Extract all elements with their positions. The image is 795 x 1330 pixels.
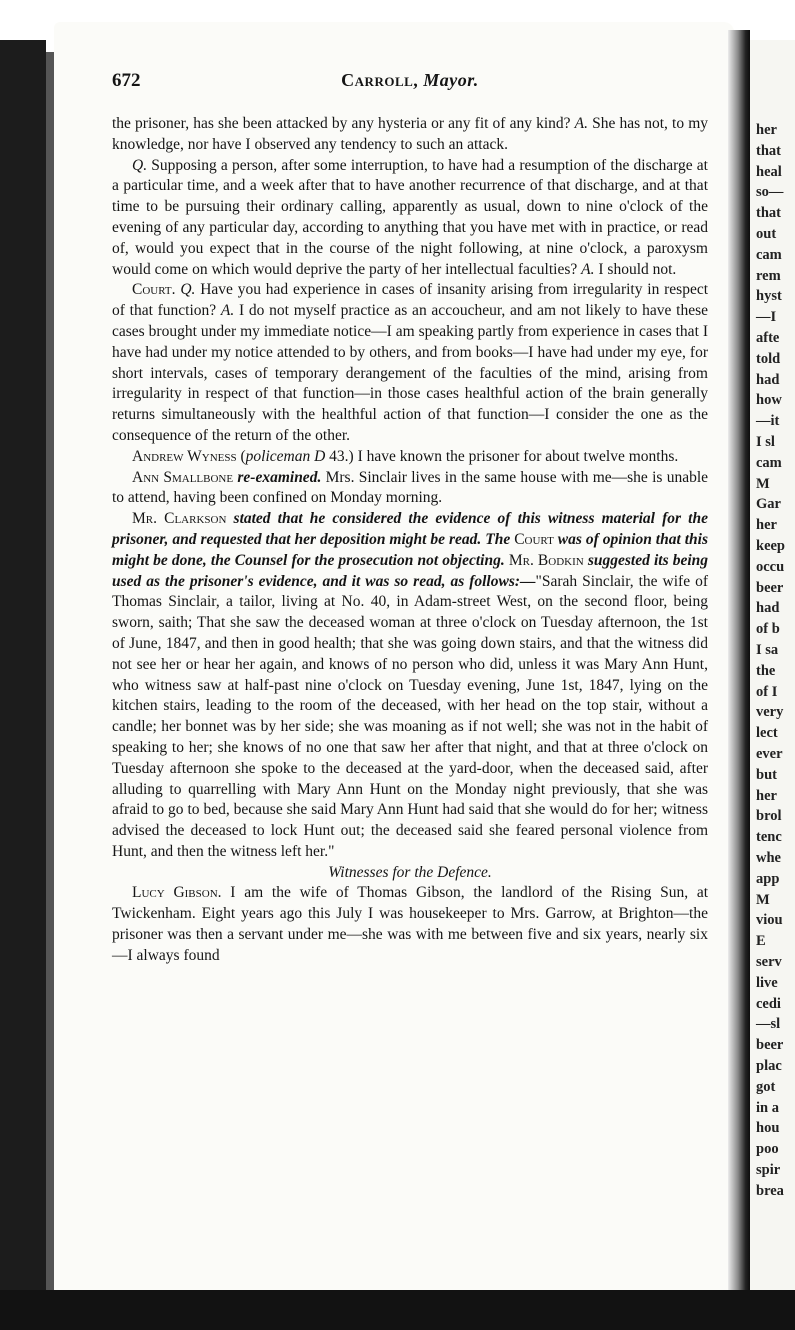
facing-page-fragment: her xyxy=(756,517,777,534)
facing-page-fragment: how xyxy=(756,392,782,409)
testimony-text: Mrs. Sinclair lives in the same house with me—she is unable to attend, having been confined on Monday morning. xyxy=(112,468,709,507)
facing-page-fragment: that xyxy=(756,205,781,222)
facing-page-fragment: whe xyxy=(756,850,781,866)
facing-page-fragment: the xyxy=(756,662,776,679)
narrative-text: suggested its being used as the prisoner's evidence, and it was so read, as follows:— xyxy=(112,551,709,590)
facing-page-fragment: I sl xyxy=(756,434,775,450)
answer-text: She has not, to my knowledge, nor have I observed any tendency to such an attack. xyxy=(112,115,709,153)
paragraph xyxy=(112,280,708,446)
facing-page-fragment: E xyxy=(756,933,766,950)
narrative-text: stated that he considered the evidence of this witness material for the prisoner, and requested that her deposition might be read. The xyxy=(112,510,708,548)
facing-page xyxy=(750,40,795,1290)
facing-page-fragment: occu xyxy=(756,558,785,575)
facing-page-fragment: poo xyxy=(756,1141,779,1158)
facing-page-fragment: had xyxy=(756,600,780,617)
facing-page-fragment: rem xyxy=(756,267,781,284)
facing-page-fragment: her xyxy=(756,787,777,804)
role-open-paren: ( xyxy=(240,447,246,465)
scan-left-edge xyxy=(46,52,54,1290)
facing-page-fragment: hou xyxy=(756,1120,780,1137)
facing-page-fragment: app xyxy=(756,870,780,887)
speaker-name: Lucy Gibson. xyxy=(132,884,222,902)
answer-text: I do not myself practice as an accoucheur, and am not likely to have these cases brought under my immediate notice—I am speaking partly from experience in cases that I have had under my notice attended to by others, and from books—I have had under my eye, for short intervals, cases of temporary derangement of the faculties of the mind, arising from irregularity in respect of that function—in those cases healthful action of the brain generally returns simultaneously with the healthful action of that function—I consider the one as the consequence of the return of the other. xyxy=(112,302,709,444)
facing-page-fragment: brol xyxy=(756,808,782,825)
facing-page-fragment: live xyxy=(756,974,778,991)
facing-page-fragment: afte xyxy=(756,330,780,346)
facing-page-fragment: —sl xyxy=(756,1016,781,1033)
facing-page-fragment: of I xyxy=(756,683,778,700)
counsel-name: Mr. Bodkin xyxy=(508,551,584,569)
speaker-role-number: 43.) xyxy=(329,447,354,465)
facing-page-fragment: brea xyxy=(756,1182,784,1199)
paragraph xyxy=(112,883,708,966)
running-title-role: Mayor. xyxy=(423,70,479,90)
facing-page-fragment: —I xyxy=(756,309,777,326)
facing-page-fragment: tenc xyxy=(756,829,782,846)
facing-page-fragment: her xyxy=(756,122,777,138)
page-number: 672 xyxy=(112,70,141,91)
scan-left-shadow xyxy=(0,40,46,1290)
facing-page-fragment: told xyxy=(756,350,781,367)
facing-page-fragment: beer xyxy=(756,1037,784,1054)
testimony-text: I am the wife of Thomas Gibson, the landlord of the Rising Sun, at Twickenham. Eight years ago this July I was housekeeper to Mrs. Garrow, at Brighton—the prisoner was then a servant under me—she was with me between five and six years, nearly six—I always found xyxy=(112,884,709,964)
paragraph xyxy=(112,509,708,863)
facing-page-fragment: Gar xyxy=(756,496,781,513)
facing-page-fragment: M xyxy=(756,475,770,492)
facing-page-fragment: viou xyxy=(756,912,783,929)
deposition-quote: "Sarah Sinclair, the wife of Thomas Sinclair, a tailor, living at No. 40, in Adam-street West, on the second floor, being sworn, saith; That she saw the deceased woman at three o'clock on Tuesday afternoon, the 1st of June, 1847, and then in good health; that she was going down stairs, and that the witness did not see her or hear her again, and knows of no person who did, unless it was Mary Ann Hunt, who witness saw at half-past nine o'clock on Tuesday evening, June 1st, 1847, lying on the kitchen stairs, leading to the room of the deceased, with her head on the top stair, without a candle; her bonnet was by her side; she was moaning as if not well; she was not in the habit of speaking to her; she knows of no one that saw her after that night, and that at three o'clock on Tuesday afternoon she spoke to the deceased at the yard-door, when the deceased said, after alluding to quarrelling with Mary Ann Hunt on the Monday night previously, that she was afraid to go to bed, because she said Mary Ann Hunt had said that she would do for her; witness advised the deceased to lock Hunt out; the deceased said she feared personal violence from Hunt, and then the witness left her." xyxy=(112,572,708,860)
facing-page-fragment: so— xyxy=(756,184,784,201)
facing-page-fragment: keep xyxy=(756,538,785,554)
facing-page-fragment: serv xyxy=(756,954,782,970)
scan-bottom-shadow xyxy=(0,1290,795,1330)
speaker-name: Ann Smallbone xyxy=(132,468,234,486)
paragraph xyxy=(112,156,708,281)
paragraph xyxy=(112,447,708,468)
speaker-role: policeman D xyxy=(245,447,326,465)
running-title-name: Carroll, xyxy=(341,70,419,90)
facing-page-fragment: of b xyxy=(756,621,780,638)
facing-page-fragment: lect xyxy=(756,725,778,742)
counsel-name: Mr. Clarkson xyxy=(132,510,227,528)
facing-page-fragment: that xyxy=(756,142,781,159)
facing-page-fragment: hyst xyxy=(756,288,782,305)
answer-label: A. xyxy=(220,302,235,320)
page-header xyxy=(112,70,708,98)
testimony-text: I have known the prisoner for about twelve months. xyxy=(357,447,679,465)
question-text: Supposing a person, after some interruption, to have had a resumption of the discharge at a particular time, and a week after that to have another recurrence of that discharge, and at that time to be pursuing their ordinary calling, apparently as usual, down to nine o'clock of the evening of any particular day, according to anything that you have met with in practice, or read of, would you expect that in the course of the night following, at nine o'clock, a paroxysm would come on which would deprive the party of her intellectual faculties? xyxy=(112,156,708,278)
facing-page-fragment: in a xyxy=(756,1099,779,1116)
facing-page-fragment: I sa xyxy=(756,642,779,658)
answer-label: A. xyxy=(574,115,588,132)
speaker-name: Andrew Wyness xyxy=(132,447,237,465)
speaker-name: Court. xyxy=(132,281,176,299)
facing-page-fragment: beer xyxy=(756,579,784,596)
page-body xyxy=(112,114,708,967)
narrative-text: was of opinion that this might be done, the Counsel for the prosecution not objecting. xyxy=(112,530,709,569)
section-heading: Witnesses for the Defence. xyxy=(328,863,492,881)
re-examined-label: re-examined. xyxy=(237,468,322,486)
facing-page-fragment: cam xyxy=(756,454,782,471)
facing-page-fragment: cedi xyxy=(756,995,781,1012)
answer-label: A. xyxy=(581,260,595,278)
question-label: Q. xyxy=(180,281,196,299)
facing-page-fragment: —it xyxy=(756,413,780,430)
facing-page-fragment: spir xyxy=(756,1162,781,1178)
facing-page-fragment: cam xyxy=(756,246,782,263)
paragraph xyxy=(112,114,708,156)
facing-page-fragment: had xyxy=(756,371,780,388)
court-label: Court xyxy=(514,530,554,548)
facing-page-fragment: plac xyxy=(756,1058,782,1074)
facing-page-fragment: M xyxy=(756,891,770,908)
facing-page-fragment: heal xyxy=(756,163,782,180)
paragraph xyxy=(112,468,708,510)
answer-text: I should not. xyxy=(598,260,677,278)
facing-page-fragment: ever xyxy=(756,746,783,762)
facing-page-fragment: got xyxy=(756,1078,776,1095)
running-title xyxy=(112,70,708,91)
facing-page-fragment: out xyxy=(756,226,777,242)
facing-page-fragment: but xyxy=(756,766,777,783)
question-label: Q. xyxy=(132,156,148,174)
book-gutter xyxy=(728,30,750,1290)
facing-page-fragment: very xyxy=(756,704,784,721)
question-text: Have you had experience in cases of insanity arising from irregularity in respect of that function? xyxy=(112,281,709,320)
question-text: the prisoner, has she been attacked by any hysteria or any fit of any kind? xyxy=(112,115,571,132)
